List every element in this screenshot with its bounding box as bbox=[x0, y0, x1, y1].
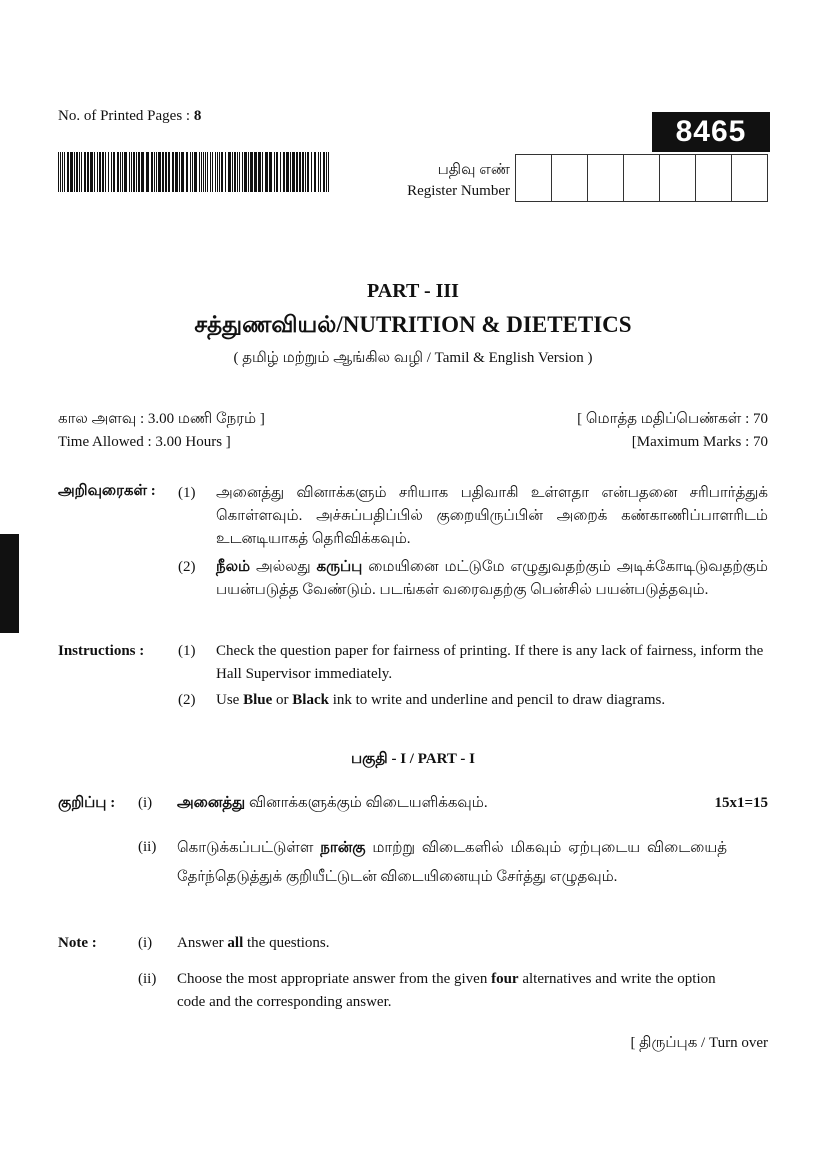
instruction-number: (1) bbox=[178, 485, 196, 501]
note-text-english-1: Answer all the questions. bbox=[177, 935, 330, 951]
turn-over-note: [ திருப்புக / Turn over bbox=[630, 1035, 768, 1051]
part-title: PART - III bbox=[367, 280, 459, 302]
instruction-number: (1) bbox=[178, 643, 196, 659]
note-text-tamil-2: கொடுக்கப்பட்டுள்ள நான்கு மாற்று விடைகளில் மிகவும் ஏற்புடைய விடையைத் தேர்ந்தெடுத்துக் குறியீட்டுடன் விடையினையும் சேர்த்து எழுதவும். bbox=[177, 840, 728, 885]
instruction-text-english-1: Check the question paper for fairness of printing. If there is any lack of fairness, inform the Hall Supervisor immediately. bbox=[216, 643, 764, 682]
instruction-text-tamil-2: நீலம் அல்லது கருப்பு மையினை மட்டுமே எழுதுவதற்கும் அடிக்கோடிடுவதற்கும் பயன்படுத்த வேண்டும். படங்கள் வரைவதற்கு பென்சில் பயன்படுத்தவும். bbox=[216, 559, 768, 598]
register-digit-box[interactable] bbox=[696, 155, 732, 201]
register-number-boxes[interactable] bbox=[515, 154, 768, 202]
note-number: (ii) bbox=[138, 971, 157, 987]
emphasis-blue-en: Blue bbox=[243, 692, 273, 708]
max-marks-tamil: [ மொத்த மதிப்பெண்கள் : 70 bbox=[577, 411, 768, 427]
part-marks: 15x1=15 bbox=[714, 795, 768, 811]
instruction-number: (2) bbox=[178, 559, 196, 575]
register-digit-box[interactable] bbox=[624, 155, 660, 201]
note-label-tamil: குறிப்பு : bbox=[58, 795, 116, 811]
instruction-text-tamil-1: அனைத்து வினாக்களும் சரியாக பதிவாகி உள்ளதா என்பதனை சரிபார்த்துக் கொள்ளவும். அச்சுப்பதிப்பில் குறையிருப்பின் அறைக் கண்காணிப்பாளரிடம் உடனடியாகத் தெரிவிக்கவும். bbox=[216, 485, 768, 547]
max-marks-english: [Maximum Marks : 70 bbox=[631, 434, 768, 450]
note-label-english: Note : bbox=[58, 935, 97, 951]
part-one-heading: பகுதி - I / PART - I bbox=[351, 751, 475, 767]
subject-title: சத்துணவியல்/NUTRITION & DIETETICS bbox=[194, 312, 632, 337]
register-label-tamil: பதிவு எண் bbox=[437, 162, 510, 178]
paper-code: 8465 bbox=[652, 112, 770, 152]
instructions-heading-english: Instructions : bbox=[58, 643, 145, 659]
emphasis-black-en: Black bbox=[292, 692, 329, 708]
barcode-icon bbox=[58, 152, 330, 192]
instruction-number: (2) bbox=[178, 692, 196, 708]
printed-pages-count: 8 bbox=[193, 108, 202, 124]
printed-pages-label: No. of Printed Pages : 8 bbox=[58, 108, 202, 124]
note-text-english-2: Choose the most appropriate answer from the given four alternatives and write the option code and the corresponding answer. bbox=[177, 971, 716, 1010]
register-number-label bbox=[380, 160, 510, 202]
time-allowed-tamil: கால அளவு : 3.00 மணி நேரம் ] bbox=[58, 411, 265, 427]
margin-marker bbox=[0, 534, 19, 633]
note-number: (ii) bbox=[138, 839, 157, 855]
instructions-heading-tamil: அறிவுரைகள் : bbox=[58, 483, 156, 499]
note-text-tamil-1: அனைத்து வினாக்களுக்கும் விடையளிக்கவும். bbox=[177, 795, 488, 811]
note-number: (i) bbox=[138, 935, 153, 951]
time-allowed-english: Time Allowed : 3.00 Hours ] bbox=[58, 434, 231, 450]
register-digit-box[interactable] bbox=[552, 155, 588, 201]
register-label-english: Register Number bbox=[407, 183, 510, 199]
emphasis-blue-ta: நீலம் bbox=[216, 559, 251, 575]
register-digit-box[interactable] bbox=[660, 155, 696, 201]
register-digit-box[interactable] bbox=[732, 155, 767, 201]
version-note: ( தமிழ் மற்றும் ஆங்கில வழி / Tamil & English Version ) bbox=[233, 350, 593, 366]
register-digit-box[interactable] bbox=[516, 155, 552, 201]
emphasis-black-ta: கருப்பு bbox=[316, 559, 363, 575]
note-number: (i) bbox=[138, 795, 153, 811]
register-digit-box[interactable] bbox=[588, 155, 624, 201]
instruction-text-english-2: Use Blue or Black ink to write and underline and pencil to draw diagrams. bbox=[216, 692, 666, 708]
